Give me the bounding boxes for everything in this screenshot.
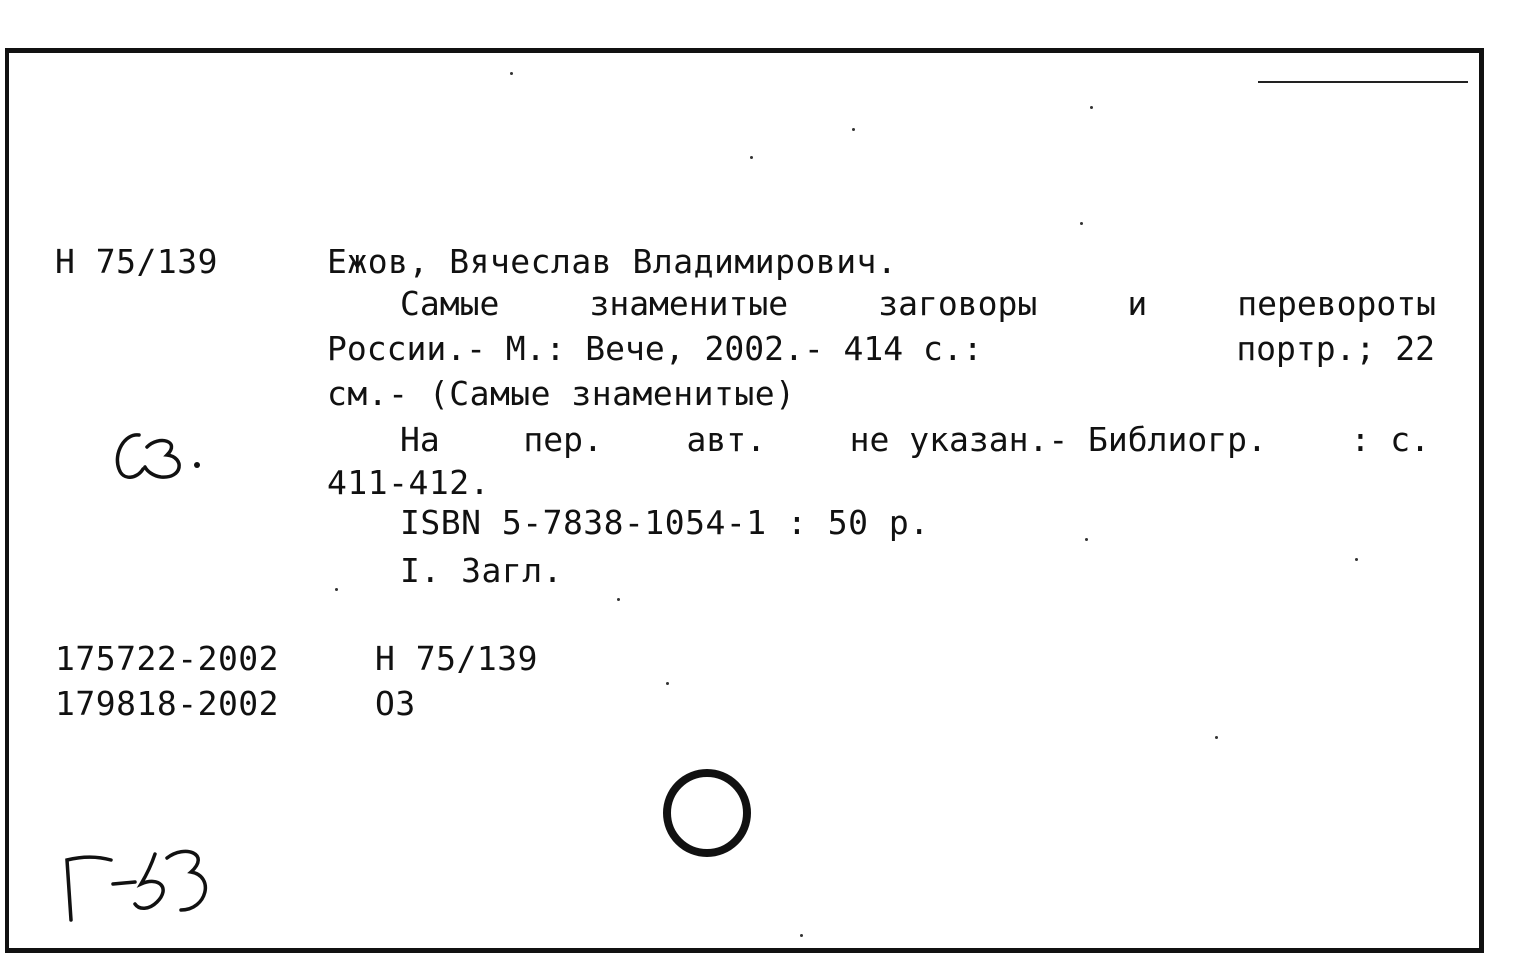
scan-speck [666, 682, 669, 685]
title-word: Самые [400, 284, 500, 323]
illustration-size-text: портр.; 22 [1236, 329, 1435, 368]
author-heading: Ежов, Вячеслав Владимирович. [327, 242, 898, 281]
title-word: и [1127, 284, 1148, 323]
title-word: знаменитые [589, 284, 789, 323]
note-word: авт. [686, 420, 766, 459]
title-word: перевороты [1237, 284, 1436, 323]
note-word: не указан.- Библиогр. [849, 420, 1267, 459]
tracing-line: I. Загл. [400, 551, 563, 590]
scan-speck [800, 934, 803, 937]
title-line-2 [327, 329, 1435, 369]
scan-speck [1355, 558, 1358, 561]
scan-speck [1215, 736, 1218, 739]
scan-speck [335, 588, 338, 591]
note-word: На [400, 420, 440, 459]
series-line: см.- (Самые знаменитые) [327, 374, 796, 413]
note-word: пер. [523, 420, 603, 459]
title-word: заговоры [878, 284, 1038, 323]
punch-hole [655, 762, 759, 864]
isbn-line: ISBN 5-7838-1054-1 : 50 р. [400, 503, 930, 542]
scan-speck [852, 128, 855, 131]
scan-speck [1085, 538, 1088, 541]
scan-speck [1080, 222, 1083, 225]
holding-number: 179818-2002 [55, 684, 280, 723]
title-line-1 [400, 284, 1436, 324]
note-line-1 [400, 420, 1430, 460]
holding-location: Н 75/139 [375, 639, 538, 678]
handwritten-code-mark [55, 840, 225, 930]
scan-speck [1090, 106, 1093, 109]
top-rule [1258, 81, 1468, 83]
note-word: : с. [1350, 420, 1430, 459]
imprint-text: России.- М.: Вече, 2002.- 414 с.: [327, 329, 983, 368]
shelfmark: Н 75/139 [55, 242, 218, 281]
scan-speck [617, 598, 620, 601]
holding-location: О3 [375, 684, 416, 723]
holding-number: 175722-2002 [55, 639, 280, 678]
scan-speck [750, 156, 753, 159]
scan-speck [510, 72, 513, 75]
handwritten-dept-mark [105, 425, 215, 495]
note-line-2: 411-412. [327, 463, 490, 502]
